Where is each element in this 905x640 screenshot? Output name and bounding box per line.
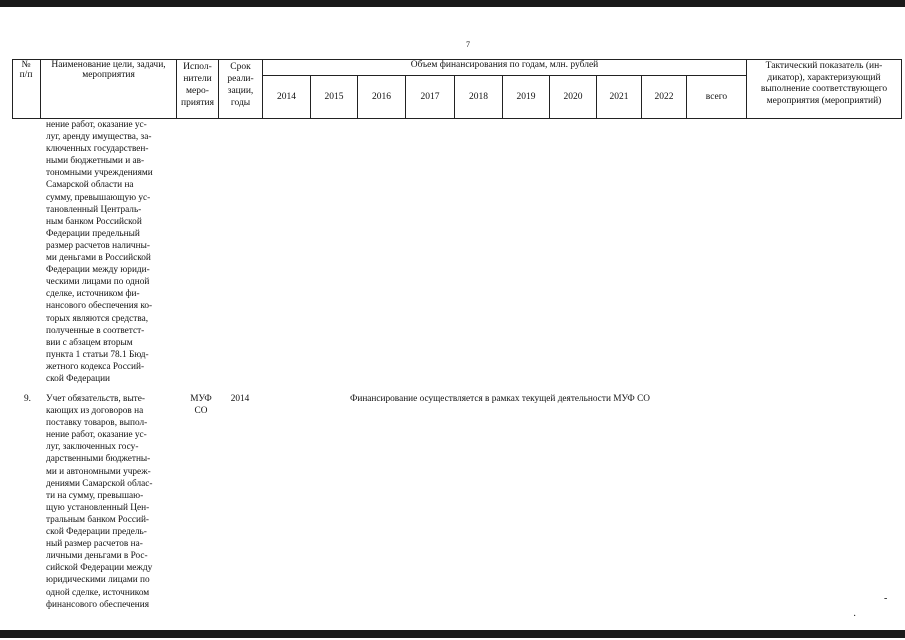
year-2019: 2019 [516, 92, 536, 102]
header-executors: Испол- нители меро- приятия [181, 62, 214, 108]
header-funding: Объем финансирования по годам, млн. рублей [410, 60, 599, 70]
row9-number: 9. [24, 394, 31, 404]
header-term: Срок реали- зации, годы [227, 62, 254, 108]
row9-funding-note: Финансирование осуществляется в рамках текущей деятельности МУФ СО [350, 394, 650, 404]
scan-speck: - [884, 593, 888, 604]
header-indicator: Тактический показатель (ин- дикатор), характеризующий выполнение соответствующего мероприятия (мероприятий) [760, 61, 888, 106]
col-divider [901, 59, 902, 119]
page-number: 7 [466, 40, 470, 49]
year-2021: 2021 [609, 92, 629, 102]
year-total: всего [705, 92, 728, 102]
year-2018: 2018 [469, 92, 488, 102]
row9-term: 2014 [230, 394, 250, 404]
header-name: Наименование цели, задачи, мероприятия [51, 60, 166, 80]
year-2020: 2020 [563, 92, 583, 102]
row9-executor: МУФ СО [190, 394, 212, 417]
year-2017: 2017 [420, 92, 440, 102]
scan-bottom-border [0, 630, 905, 638]
year-2015: 2015 [324, 92, 344, 102]
row9-text: Учет обязательств, выте- кающих из договоров на поставку товаров, выпол- нение работ, оказание ус- луг, заключенных госу- дарственными бюджетны- ми и автономными учреж- дениями Самарской облас- ти на сумму, превышаю- щую установленный Цен- тральным банком Россий- ской Федерации предель- ный размер расчетов на- личными деньгами в Рос- сийской Федерации между юридическими лицами по одной сделке, источником финансового обеспечения [46, 394, 153, 610]
year-2016: 2016 [372, 92, 391, 102]
header-num: № п/п [19, 60, 33, 80]
year-2014: 2014 [277, 92, 296, 102]
scan-top-border [0, 0, 905, 7]
row8-continuation-text: нение работ, оказание ус- луг, аренду имущества, за- ключенных государствен- ными бюджетными и ав- тономными учреждениями Самарской области на сумму, превышающую ус- тановленный Централь- ным банком Российской Федерации предельный размер расчетов наличны- ми деньгами в Российской Федерации между юриди- ческими лицами по одной сделке, источником фи- нансового обеспечения ко- торых являются средства, полученные в соответст- вии с абзацем вторым пункта 1 статьи 78.1 Бюд- жетного кодекса Россий- ской Федерации [46, 120, 153, 384]
funding-subheader-rule [263, 75, 746, 76]
scan-speck: · [853, 611, 857, 622]
year-2022: 2022 [654, 92, 674, 102]
